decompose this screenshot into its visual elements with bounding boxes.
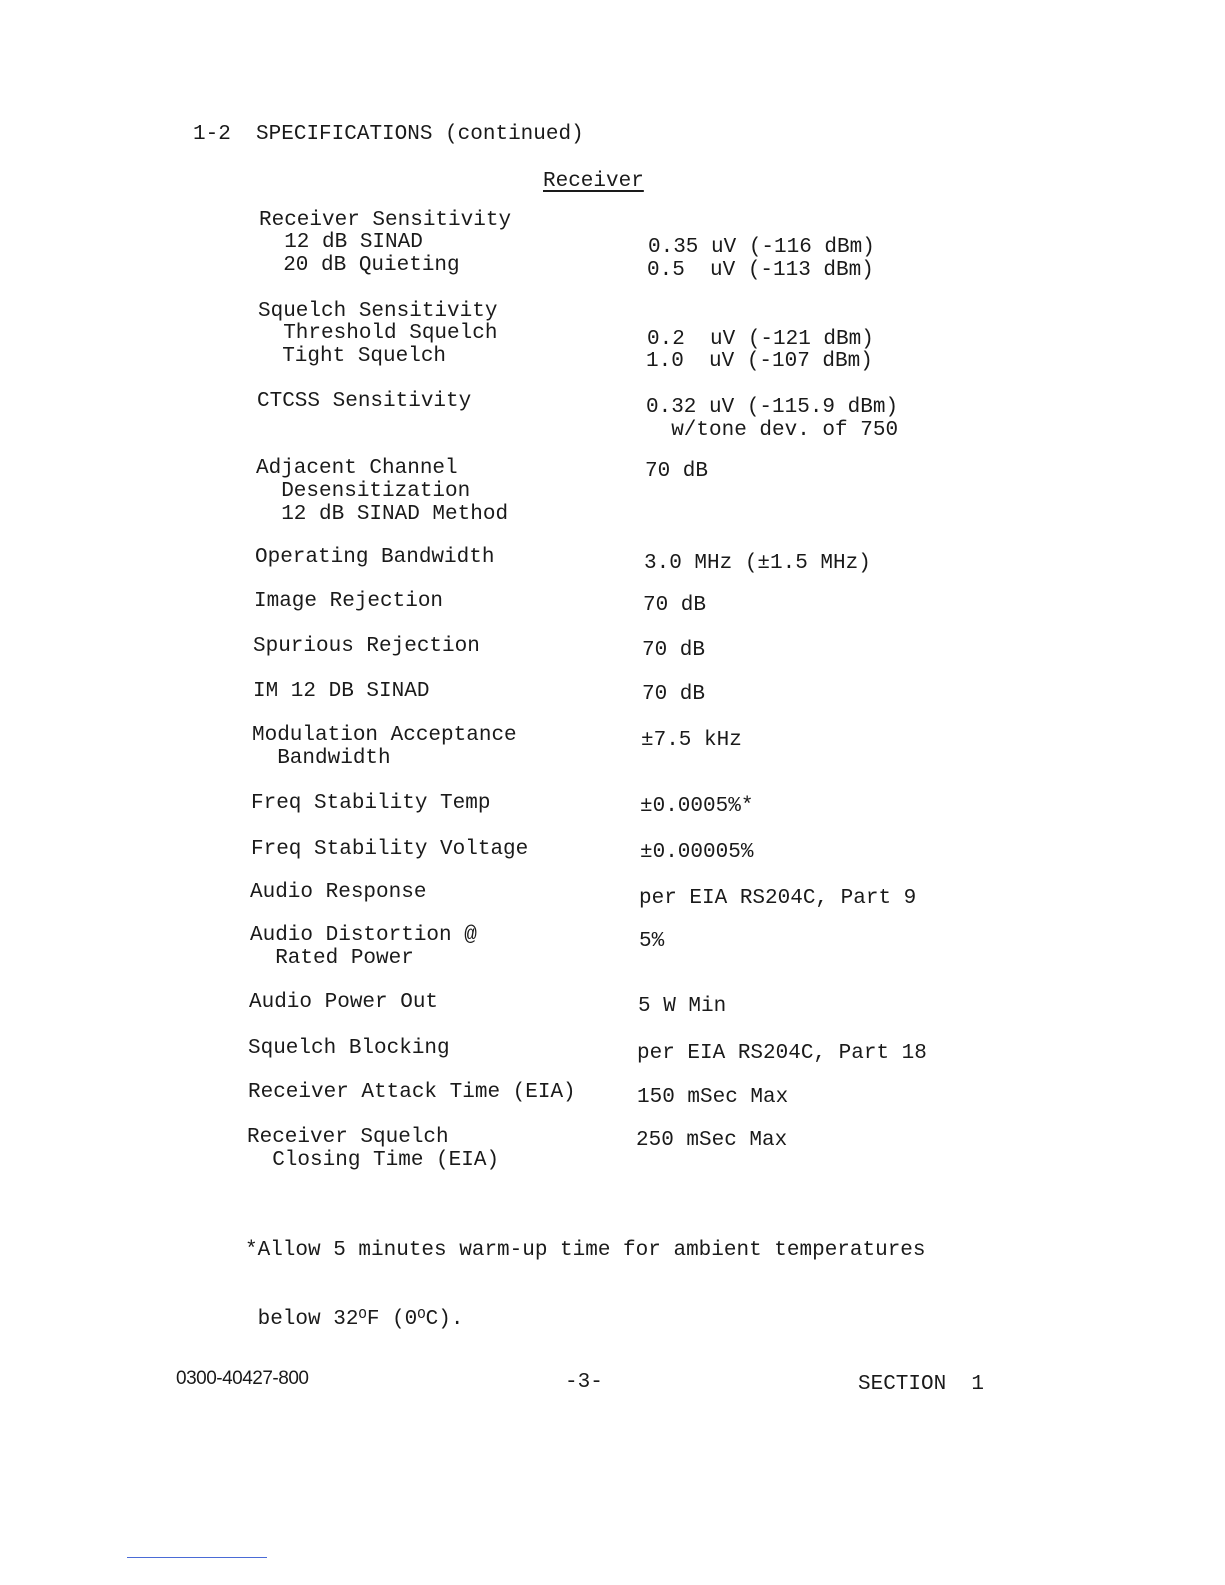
spec-label-line: Audio Distortion @ [250, 924, 477, 947]
receiver-subheading: Receiver [543, 170, 644, 193]
spec-label [253, 680, 429, 703]
spec-value-line: 70 dB [642, 639, 706, 662]
spec-value [642, 683, 705, 706]
spec-value-line: 5 W Min [638, 995, 727, 1018]
spec-label [257, 390, 471, 413]
spec-value-line: per EIA RS204C, Part 9 [639, 887, 917, 910]
spec-label [247, 1126, 499, 1172]
spec-value [638, 995, 726, 1018]
spec-label [248, 1081, 576, 1104]
spec-label-line: Desensitization [256, 480, 471, 503]
spec-label-line: Receiver Sensitivity [259, 209, 512, 232]
spec-value [639, 930, 664, 953]
spec-label-line: Receiver Squelch [247, 1126, 449, 1149]
spec-value-line: 70 dB [642, 683, 706, 706]
spec-label-line: CTCSS Sensitivity [257, 390, 472, 413]
spec-label-line: Rated Power [250, 947, 414, 970]
spec-value-line: 70 dB [645, 460, 709, 483]
spec-value [646, 396, 898, 442]
spec-label [252, 724, 517, 770]
spec-label-line: Audio Power Out [249, 991, 439, 1014]
footnote [245, 1193, 926, 1379]
spec-value [645, 460, 708, 483]
spec-value [637, 1086, 788, 1109]
spec-label-line: IM 12 DB SINAD [253, 680, 430, 703]
spec-value-line: ±0.0005%* [640, 795, 754, 818]
spec-value [641, 729, 742, 752]
spec-label-line: 12 dB SINAD [259, 231, 423, 254]
spec-label-line: Bandwidth [252, 747, 391, 770]
spec-label [258, 322, 497, 345]
spec-value [647, 328, 874, 351]
spec-label-line: Receiver Attack Time (EIA) [248, 1081, 576, 1104]
spec-value [639, 887, 916, 910]
spec-label [249, 991, 438, 1014]
spec-label [255, 546, 494, 569]
spec-value [640, 795, 753, 818]
spec-label-line: Squelch Sensitivity [258, 300, 498, 323]
spec-value [646, 350, 873, 373]
spec-label-line: Operating Bandwidth [255, 546, 495, 569]
spec-value [642, 639, 705, 662]
spec-label-line: 20 dB Quieting [258, 254, 460, 277]
spec-label-line: Tight Squelch [257, 345, 447, 368]
footnote-line-1: *Allow 5 minutes warm-up time for ambient temperatures [245, 1239, 926, 1262]
spec-value-line: 3.0 MHz (±1.5 MHz) [644, 552, 871, 575]
spec-label [253, 635, 480, 658]
spec-value [648, 236, 875, 259]
spec-label [251, 792, 490, 815]
spec-label [259, 231, 423, 254]
spec-label-line: Audio Response [250, 881, 427, 904]
spec-value-line: per EIA RS204C, Part 18 [637, 1042, 927, 1065]
section-heading [193, 123, 584, 146]
spec-value-line: 250 mSec Max [636, 1129, 788, 1152]
spec-value-line: 5% [639, 930, 665, 953]
spec-value [636, 1129, 787, 1152]
spec-value-line: 0.5 uV (-113 dBm) [647, 259, 874, 282]
spec-value [644, 552, 871, 575]
spec-value-line: 1.0 uV (-107 dBm) [646, 350, 873, 373]
spec-label-line: Closing Time (EIA) [247, 1149, 500, 1172]
spec-value-line: 0.35 uV (-116 dBm) [648, 236, 875, 259]
spec-value-line: 150 mSec Max [637, 1086, 789, 1109]
spec-label [258, 300, 497, 323]
section-number: 1-2 [193, 123, 231, 146]
spec-label [248, 1037, 450, 1060]
document-number: 0300-40427-800 [176, 1368, 309, 1389]
spec-label [256, 457, 508, 526]
spec-value [643, 594, 706, 617]
spec-label-line: Modulation Acceptance [252, 724, 517, 747]
spec-value-line: 70 dB [643, 594, 707, 617]
spec-value [637, 1042, 927, 1065]
spec-label [250, 881, 426, 904]
section-title: SPECIFICATIONS (continued) [256, 123, 584, 146]
spec-label-line: 12 dB SINAD Method [256, 503, 509, 526]
spec-value-line: ±7.5 kHz [641, 729, 742, 752]
spec-value-line: ±0.00005% [640, 841, 754, 864]
spec-value-line: 0.32 uV (-115.9 dBm) [646, 396, 899, 419]
page-number: -3- [565, 1371, 603, 1394]
spec-label [250, 924, 477, 970]
spec-label-line: Freq Stability Voltage [251, 838, 529, 861]
spec-value-line: 0.2 uV (-121 dBm) [647, 328, 874, 351]
spec-label [251, 838, 528, 861]
spec-label [259, 209, 511, 232]
spec-value [647, 259, 874, 282]
spec-label-line: Image Rejection [254, 590, 444, 613]
spec-label-line: Squelch Blocking [248, 1037, 450, 1060]
section-label: SECTION 1 [858, 1373, 985, 1396]
footnote-line-2: below $32^OF$ $(0^OC)$. [245, 1307, 464, 1331]
spec-label-line: Adjacent Channel [256, 457, 458, 480]
spec-label [257, 345, 446, 368]
spec-label [258, 254, 460, 277]
spec-label-line: Threshold Squelch [258, 322, 498, 345]
spec-value [640, 841, 753, 864]
spec-label-line: Freq Stability Temp [251, 792, 491, 815]
spec-label [254, 590, 443, 613]
spec-label-line: Spurious Rejection [253, 635, 480, 658]
page-edge-mark [127, 1557, 267, 1558]
spec-value-line: w/tone dev. of 750 [646, 419, 899, 442]
